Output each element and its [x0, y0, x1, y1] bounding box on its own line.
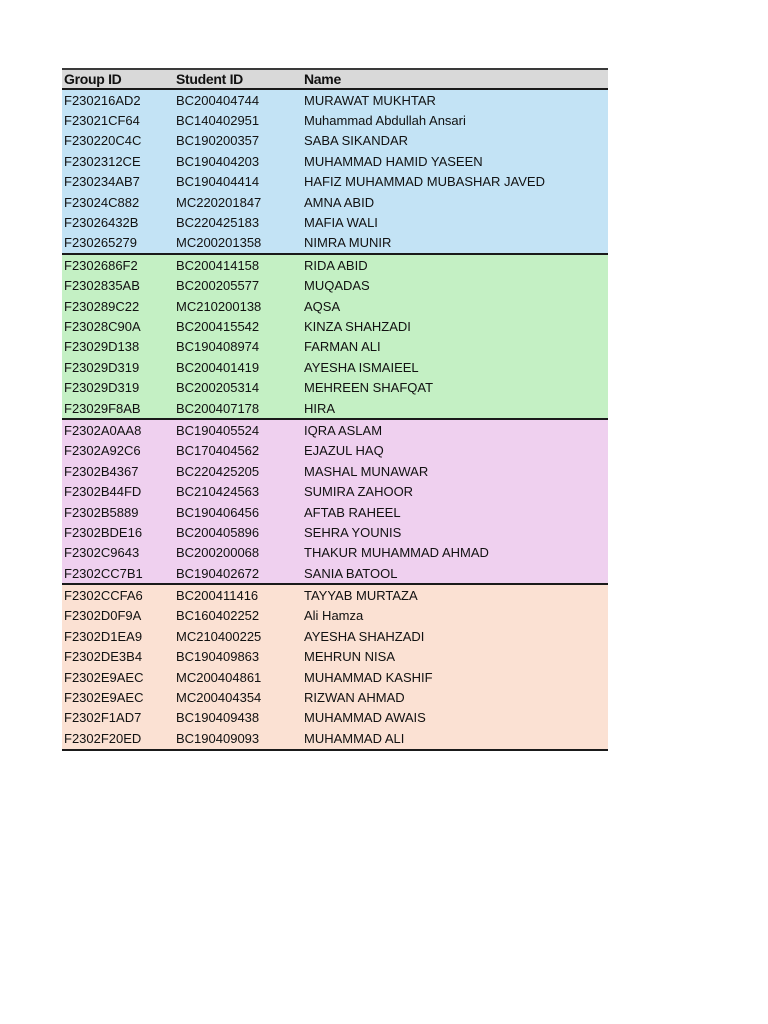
group-id-cell: F2302B5889 — [64, 504, 139, 520]
table-row — [62, 110, 608, 130]
group-block — [62, 90, 608, 255]
group-id-cell: F2302F20ED — [64, 730, 142, 746]
name-cell: HAFIZ MUHAMMAD MUBASHAR JAVED — [304, 174, 545, 190]
student-id-cell: BC200404744 — [176, 92, 260, 108]
group-id-cell: F23028C90A — [64, 318, 141, 334]
name-cell: MUHAMMAD KASHIF — [304, 669, 433, 685]
name-cell: RIDA ABID — [304, 257, 368, 273]
name-cell: SABA SIKANDAR — [304, 133, 409, 149]
student-id-cell: BC200407178 — [176, 400, 260, 416]
student-id-cell: BC220425205 — [176, 463, 260, 479]
table-row — [62, 728, 608, 748]
table-row — [62, 276, 608, 296]
group-id-cell: F23029D138 — [64, 339, 140, 355]
table-row — [62, 192, 608, 212]
group-id-cell: F2302E9AEC — [64, 669, 144, 685]
name-cell: AMNA ABID — [304, 194, 375, 210]
table-row — [62, 172, 608, 192]
name-cell: AFTAB RAHEEL — [304, 504, 401, 520]
table-row — [62, 667, 608, 687]
table-row — [62, 687, 608, 707]
student-id-cell: BC210424563 — [176, 484, 260, 500]
group-id-cell: F230289C22 — [64, 298, 140, 314]
group-id-cell: F2302BDE16 — [64, 524, 143, 540]
table-header-row — [62, 68, 608, 90]
name-cell: SUMIRA ZAHOOR — [304, 484, 414, 500]
student-id-cell: MC200404861 — [176, 669, 262, 685]
group-id-cell: F23024C882 — [64, 194, 140, 210]
table-row — [62, 233, 608, 253]
name-header: Name — [304, 71, 341, 87]
name-cell: THAKUR MUHAMMAD AHMAD — [304, 545, 489, 561]
group-id-cell: F2302B4367 — [64, 463, 139, 479]
student-group-table — [62, 68, 608, 751]
student-id-header: Student ID — [176, 71, 243, 87]
name-cell: RIZWAN AHMAD — [304, 690, 405, 706]
name-cell: MUHAMMAD ALI — [304, 730, 405, 746]
group-id-cell: F2302CC7B1 — [64, 565, 143, 581]
student-id-cell: BC200414158 — [176, 257, 260, 273]
group-id-cell: F23029D319 — [64, 359, 140, 375]
name-cell: IQRA ASLAM — [304, 422, 383, 438]
group-id-cell: F2302DE3B4 — [64, 649, 143, 665]
student-id-cell: MC220201847 — [176, 194, 262, 210]
name-cell: MEHREEN SHAFQAT — [304, 380, 434, 396]
student-id-cell: BC200415542 — [176, 318, 260, 334]
student-id-cell: BC190404414 — [176, 174, 260, 190]
table-row — [62, 502, 608, 522]
student-id-cell: BC190409438 — [176, 710, 260, 726]
name-cell: KINZA SHAHZADI — [304, 318, 411, 334]
group-block — [62, 255, 608, 420]
table-row — [62, 543, 608, 563]
student-id-cell: BC190402672 — [176, 565, 260, 581]
table-row — [62, 441, 608, 461]
name-cell: HIRA — [304, 400, 336, 416]
name-cell: MUHAMMAD HAMID YASEEN — [304, 153, 483, 169]
table-row — [62, 626, 608, 646]
group-id-cell: F2302A92C6 — [64, 443, 141, 459]
group-id-cell: F230265279 — [64, 235, 138, 251]
student-id-cell: BC170404562 — [176, 443, 260, 459]
student-id-cell: BC200200068 — [176, 545, 260, 561]
table-row — [62, 481, 608, 501]
table-body — [62, 90, 608, 751]
table-row — [62, 461, 608, 481]
group-block — [62, 420, 608, 585]
name-cell: MAFIA WALI — [304, 215, 378, 231]
table-row — [62, 398, 608, 418]
table-row — [62, 90, 608, 110]
student-id-cell: MC200201358 — [176, 235, 262, 251]
student-id-cell: BC190409863 — [176, 649, 260, 665]
student-id-cell: BC190405524 — [176, 422, 260, 438]
group-id-cell: F23029F8AB — [64, 400, 141, 416]
table-row — [62, 708, 608, 728]
name-cell: Ali Hamza — [304, 608, 364, 624]
student-id-cell: BC190200357 — [176, 133, 260, 149]
group-id-cell: F2302E9AEC — [64, 690, 144, 706]
name-cell: AQSA — [304, 298, 341, 314]
name-cell: SANIA BATOOL — [304, 565, 398, 581]
table-row — [62, 296, 608, 316]
table-row — [62, 420, 608, 440]
name-cell: MURAWAT MUKHTAR — [304, 92, 436, 108]
student-id-cell: BC190409093 — [176, 730, 260, 746]
group-id-header: Group ID — [64, 71, 122, 87]
name-cell: EJAZUL HAQ — [304, 443, 384, 459]
name-cell: MASHAL MUNAWAR — [304, 463, 429, 479]
group-id-cell: F2302D1EA9 — [64, 628, 143, 644]
name-cell: MUQADAS — [304, 278, 370, 294]
student-id-cell: BC200401419 — [176, 359, 260, 375]
name-cell: AYESHA ISMAIEEL — [304, 359, 419, 375]
table-row — [62, 377, 608, 397]
student-id-cell: BC190408974 — [176, 339, 260, 355]
group-id-cell: F2302CCFA6 — [64, 588, 143, 604]
student-id-cell: BC190404203 — [176, 153, 260, 169]
student-id-cell: MC200404354 — [176, 690, 262, 706]
student-id-cell: BC220425183 — [176, 215, 260, 231]
student-id-cell: BC200405896 — [176, 524, 260, 540]
table-row — [62, 337, 608, 357]
group-id-cell: F2302312CE — [64, 153, 141, 169]
group-id-cell: F2302F1AD7 — [64, 710, 142, 726]
table-row — [62, 522, 608, 542]
group-id-cell: F2302C9643 — [64, 545, 140, 561]
name-cell: TAYYAB MURTAZA — [304, 588, 418, 604]
student-id-cell: BC200205577 — [176, 278, 260, 294]
table-row — [62, 606, 608, 626]
group-id-cell: F230216AD2 — [64, 92, 141, 108]
student-id-cell: BC160402252 — [176, 608, 260, 624]
table-row — [62, 316, 608, 336]
group-id-cell: F230234AB7 — [64, 174, 140, 190]
group-id-cell: F2302835AB — [64, 278, 140, 294]
name-cell: Muhammad Abdullah Ansari — [304, 113, 466, 129]
name-cell: AYESHA SHAHZADI — [304, 628, 425, 644]
group-id-cell: F23021CF64 — [64, 113, 140, 129]
table-row — [62, 131, 608, 151]
table-row — [62, 357, 608, 377]
table-row — [62, 563, 608, 583]
group-id-cell: F23029D319 — [64, 380, 140, 396]
group-id-cell: F2302B44FD — [64, 484, 142, 500]
table-row — [62, 585, 608, 605]
group-id-cell: F2302686F2 — [64, 257, 138, 273]
name-cell: NIMRA MUNIR — [304, 235, 392, 251]
group-block — [62, 585, 608, 750]
student-id-cell: BC200411416 — [176, 588, 259, 604]
group-id-cell: F2302D0F9A — [64, 608, 142, 624]
table-row — [62, 212, 608, 232]
student-id-cell: BC200205314 — [176, 380, 260, 396]
table-row — [62, 151, 608, 171]
name-cell: FARMAN ALI — [304, 339, 381, 355]
name-cell: MUHAMMAD AWAIS — [304, 710, 426, 726]
table-row — [62, 647, 608, 667]
student-id-cell: MC210400225 — [176, 628, 262, 644]
name-cell: SEHRA YOUNIS — [304, 524, 402, 540]
table-row — [62, 255, 608, 275]
student-id-cell: MC210200138 — [176, 298, 262, 314]
group-id-cell: F2302A0AA8 — [64, 422, 142, 438]
name-cell: MEHRUN NISA — [304, 649, 396, 665]
group-id-cell: F230220C4C — [64, 133, 142, 149]
student-id-cell: BC190406456 — [176, 504, 260, 520]
group-id-cell: F23026432B — [64, 215, 139, 231]
student-id-cell: BC140402951 — [176, 113, 260, 129]
